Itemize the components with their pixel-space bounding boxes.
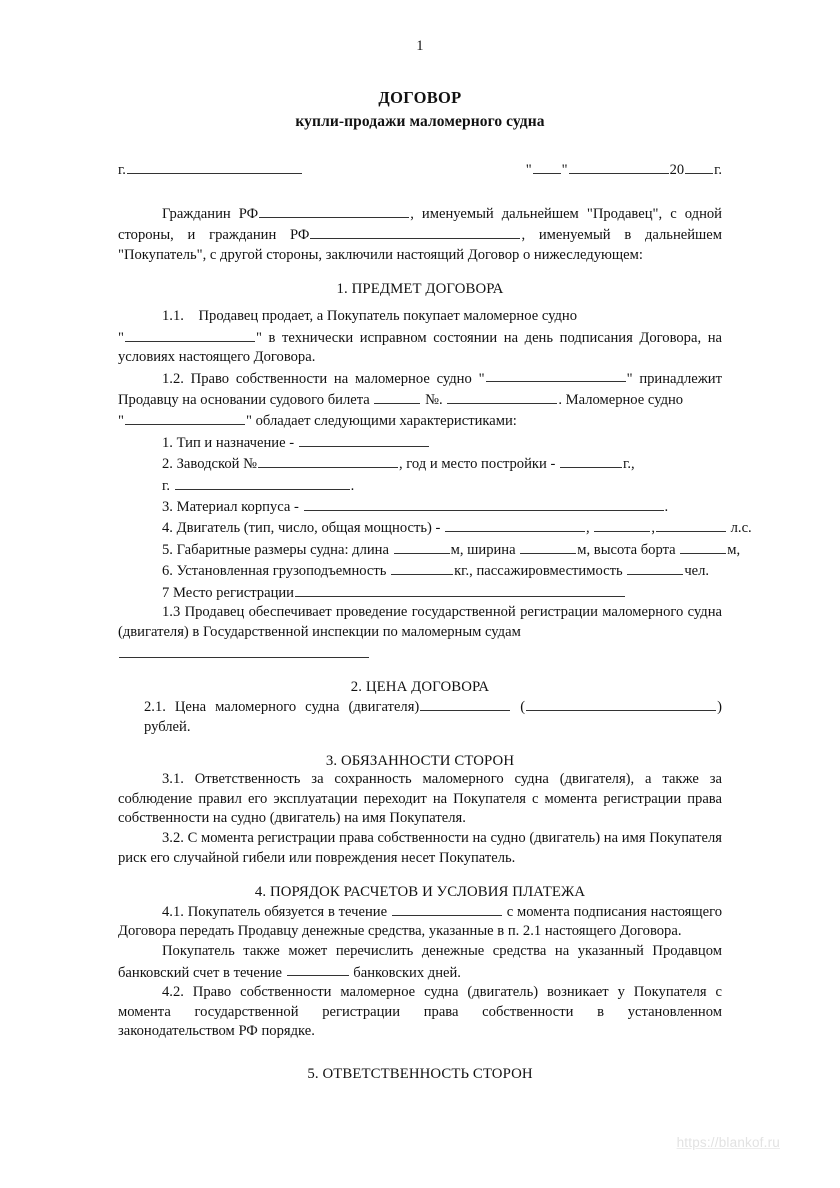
char-4-number: 4. (162, 520, 173, 537)
year-suffix: г. (714, 161, 722, 178)
char-3-label: Материал корпуса - (176, 498, 299, 515)
city-label: г. (118, 161, 126, 178)
characteristic-item-7 (118, 582, 722, 603)
clause-1-1 (118, 307, 722, 368)
char-2-serial-blank[interactable] (258, 453, 398, 468)
char-2-label-b: , год и место постройки - (399, 456, 556, 473)
characteristic-item-2-continued (118, 475, 722, 496)
bank-days-blank[interactable] (287, 962, 349, 977)
preamble-paragraph (118, 203, 722, 265)
vessel-name-blank-1[interactable] (125, 327, 255, 342)
vessel-characteristics-list (118, 432, 752, 603)
clause-3-1: 3.1. Ответственность за сохранность маломерного судна (двигателя), а также за соблюдение правил его эксплуатации переходит на Покупателя с момента регистрации права собственности на судно (двигатель) на имя Покупателя. (118, 771, 722, 827)
clause-4-1-text-2: с момента подписания настоящего Договора передать Продавцу денежные средства, указанные в п. 2.1 настоящего Договора. (118, 903, 722, 940)
section-5-heading: 5. ОТВЕТСТВЕННОСТЬ СТОРОН (307, 1065, 533, 1082)
clause-2-1-paren-open: ( (520, 699, 526, 716)
char-5-label-d: м, (727, 541, 741, 558)
clause-1-2-quote-close: " (626, 370, 633, 387)
buyer-name-blank[interactable] (310, 224, 520, 239)
clause-1-1-quote-open: " (118, 329, 124, 346)
date-quote-close: " (561, 161, 568, 178)
section-4-heading: 4. ПОРЯДОК РАСЧЕТОВ И УСЛОВИЯ ПЛАТЕЖА (254, 884, 586, 901)
char-4-power-blank[interactable] (656, 517, 726, 532)
clause-1-2-text-3: . Маломерное судно (558, 391, 684, 408)
clause-2-1-text-2: рублей. (144, 718, 191, 735)
clause-3-2: 3.2. С момента регистрации права собственности на судно (двигатель) на имя Покупателя риск его случайной гибели или повреждения несет Покупатель. (118, 829, 722, 866)
characteristic-item-5 (118, 539, 741, 560)
preamble-text-2: , именуемый дальнейшем "Продавец", с одной стороны, и гражданин РФ (118, 205, 722, 244)
ticket-series-blank[interactable] (374, 389, 420, 404)
city-field[interactable] (118, 159, 303, 179)
section-1-heading: 1. ПРЕДМЕТ ДОГОВОРА (336, 281, 504, 298)
characteristic-item-1 (118, 432, 722, 453)
clause-1-2-quote-open-2: " (118, 413, 124, 430)
char-7-blank[interactable] (295, 582, 625, 597)
char-2-year-blank[interactable] (560, 453, 622, 468)
char-5-number: 5. (162, 541, 173, 558)
clause-1-2-quote-close-2: " (245, 413, 252, 430)
char-7-number: 7 (162, 584, 170, 601)
clause-4-1-text-4: банковских дней. (353, 964, 461, 981)
year-blank[interactable] (685, 159, 713, 174)
day-blank[interactable] (533, 159, 561, 174)
date-field[interactable] (526, 159, 722, 179)
char-1-label: Тип и назначение - (176, 434, 295, 451)
char-2-label-e: . (350, 477, 355, 494)
clause-4-1-continued (118, 942, 722, 983)
characteristic-item-2 (118, 453, 722, 474)
char-2-label-a: Заводской № (176, 456, 257, 473)
clause-4-1 (118, 901, 722, 942)
char-3-blank[interactable] (304, 496, 664, 511)
characteristic-item-6 (118, 560, 722, 581)
clause-1-1-text-1: Продавец продает, а Покупатель покупает маломерное судно (198, 308, 578, 325)
char-5-label-c: м, высота борта (577, 541, 676, 558)
clause-1-3 (118, 603, 722, 642)
char-5-label-b: м, ширина (450, 541, 516, 558)
char-7-label: Место регистрации (172, 584, 294, 601)
date-quote-open: " (525, 161, 532, 178)
clause-2-1-text-1: 2.1. Цена маломерного судна (двигателя) (144, 699, 420, 716)
char-2-place-blank[interactable] (175, 475, 350, 490)
clause-2-1 (118, 696, 722, 737)
section-2-heading: 2. ЦЕНА ДОГОВОРА (350, 679, 490, 696)
preamble-text-3: , именуемый в дальнейшем "Покупатель", с другой стороны, заключили настоящий Договор о нижеследующем: (118, 227, 722, 263)
char-4-type-blank[interactable] (445, 517, 585, 532)
char-6-label-a: Установленная грузоподъемность (176, 563, 387, 580)
month-blank[interactable] (569, 159, 669, 174)
clause-2-1-paren-close: ) (717, 699, 722, 716)
characteristic-item-3 (118, 496, 722, 517)
clause-1-2-text-2: принадлежит Продавцу на основании судового билета (118, 370, 722, 408)
price-digits-blank[interactable] (420, 696, 510, 711)
city-blank[interactable] (127, 159, 302, 174)
char-2-label-d: г. (162, 477, 170, 494)
seller-name-blank[interactable] (259, 203, 409, 218)
char-6-label-b: кг., пассажировместимость (454, 563, 623, 580)
char-6-capacity-blank[interactable] (391, 560, 453, 575)
clause-1-2 (118, 368, 722, 432)
clause-1-2-number-sign: №. (425, 391, 443, 408)
char-3-tail: . (664, 498, 669, 515)
city-date-row (118, 159, 722, 179)
char-2-number: 2. (162, 456, 173, 473)
char-6-passengers-blank[interactable] (627, 560, 683, 575)
section-3-heading: 3. ОБЯЗАННОСТИ СТОРОН (325, 753, 515, 770)
clause-4-2: 4.2. Право собственности маломерное судна (двигатель) возникает у Покупателя с момента государственной регистрации права собственности в установленном законодательством РФ порядке. (118, 983, 722, 1040)
preamble-text-1: Гражданин РФ (162, 205, 259, 222)
char-3-number: 3. (162, 498, 173, 515)
characteristic-item-4: 4. Двигатель (тип, число, общая мощность) - , , л.с. (118, 517, 722, 538)
char-1-blank[interactable] (299, 432, 429, 447)
char-5-length-blank[interactable] (394, 539, 450, 554)
document-subtitle: купли-продажи маломерного судна (295, 113, 545, 130)
clause-1-2-text-1: 1.2. Право собственности на маломерное судно (162, 370, 472, 387)
char-4-label: Двигатель (тип, число, общая мощность) - (176, 520, 441, 537)
char-1-number: 1. (162, 434, 173, 451)
vessel-name-blank-2[interactable] (486, 368, 626, 383)
char-5-height-blank[interactable] (680, 539, 726, 554)
clause-1-1-text-2: в технически исправном состоянии на день подписания Договора, на условиях настоящего Договора. (118, 329, 722, 366)
char-4-count-blank[interactable] (594, 517, 650, 532)
payment-term-blank[interactable] (392, 901, 502, 916)
char-5-label-a: Габаритные размеры судна: длина (176, 541, 389, 558)
clause-1-1-number: 1.1. (162, 308, 184, 325)
char-2-label-c: г., (622, 456, 635, 473)
clause-4-1-text-3: Покупатель также может перечислить денежные средства на указанный Продавцом банковский счет в течение (118, 943, 722, 981)
char-6-label-c: чел. (684, 563, 710, 580)
document-body (118, 88, 752, 1083)
clause-1-2-text-4: обладает следующими характеристиками: (255, 413, 517, 430)
char-6-number: 6. (162, 563, 173, 580)
clause-1-3-blank[interactable] (119, 642, 369, 658)
clause-1-3-text: 1.3 Продавец обеспечивает проведение государственной регистрации маломерного судна (двигателя) в Государственной инспекции по маломерным судам (118, 604, 722, 640)
document-title: ДОГОВОР (378, 88, 462, 107)
price-words-blank[interactable] (526, 696, 716, 711)
page-number: 1 (416, 38, 424, 54)
site-watermark: https://blankof.ru (676, 1135, 780, 1150)
clause-1-1-quote-close: " (255, 329, 262, 346)
ticket-number-blank[interactable] (447, 389, 557, 404)
year-prefix: 20 (669, 161, 685, 178)
char-4-unit: л.с. (730, 520, 752, 537)
clause-4-1-text-1: 4.1. Покупатель обязуется в течение (162, 903, 388, 920)
vessel-name-blank-3[interactable] (125, 410, 245, 425)
char-5-width-blank[interactable] (520, 539, 576, 554)
clause-1-2-quote-open: " (478, 370, 485, 387)
